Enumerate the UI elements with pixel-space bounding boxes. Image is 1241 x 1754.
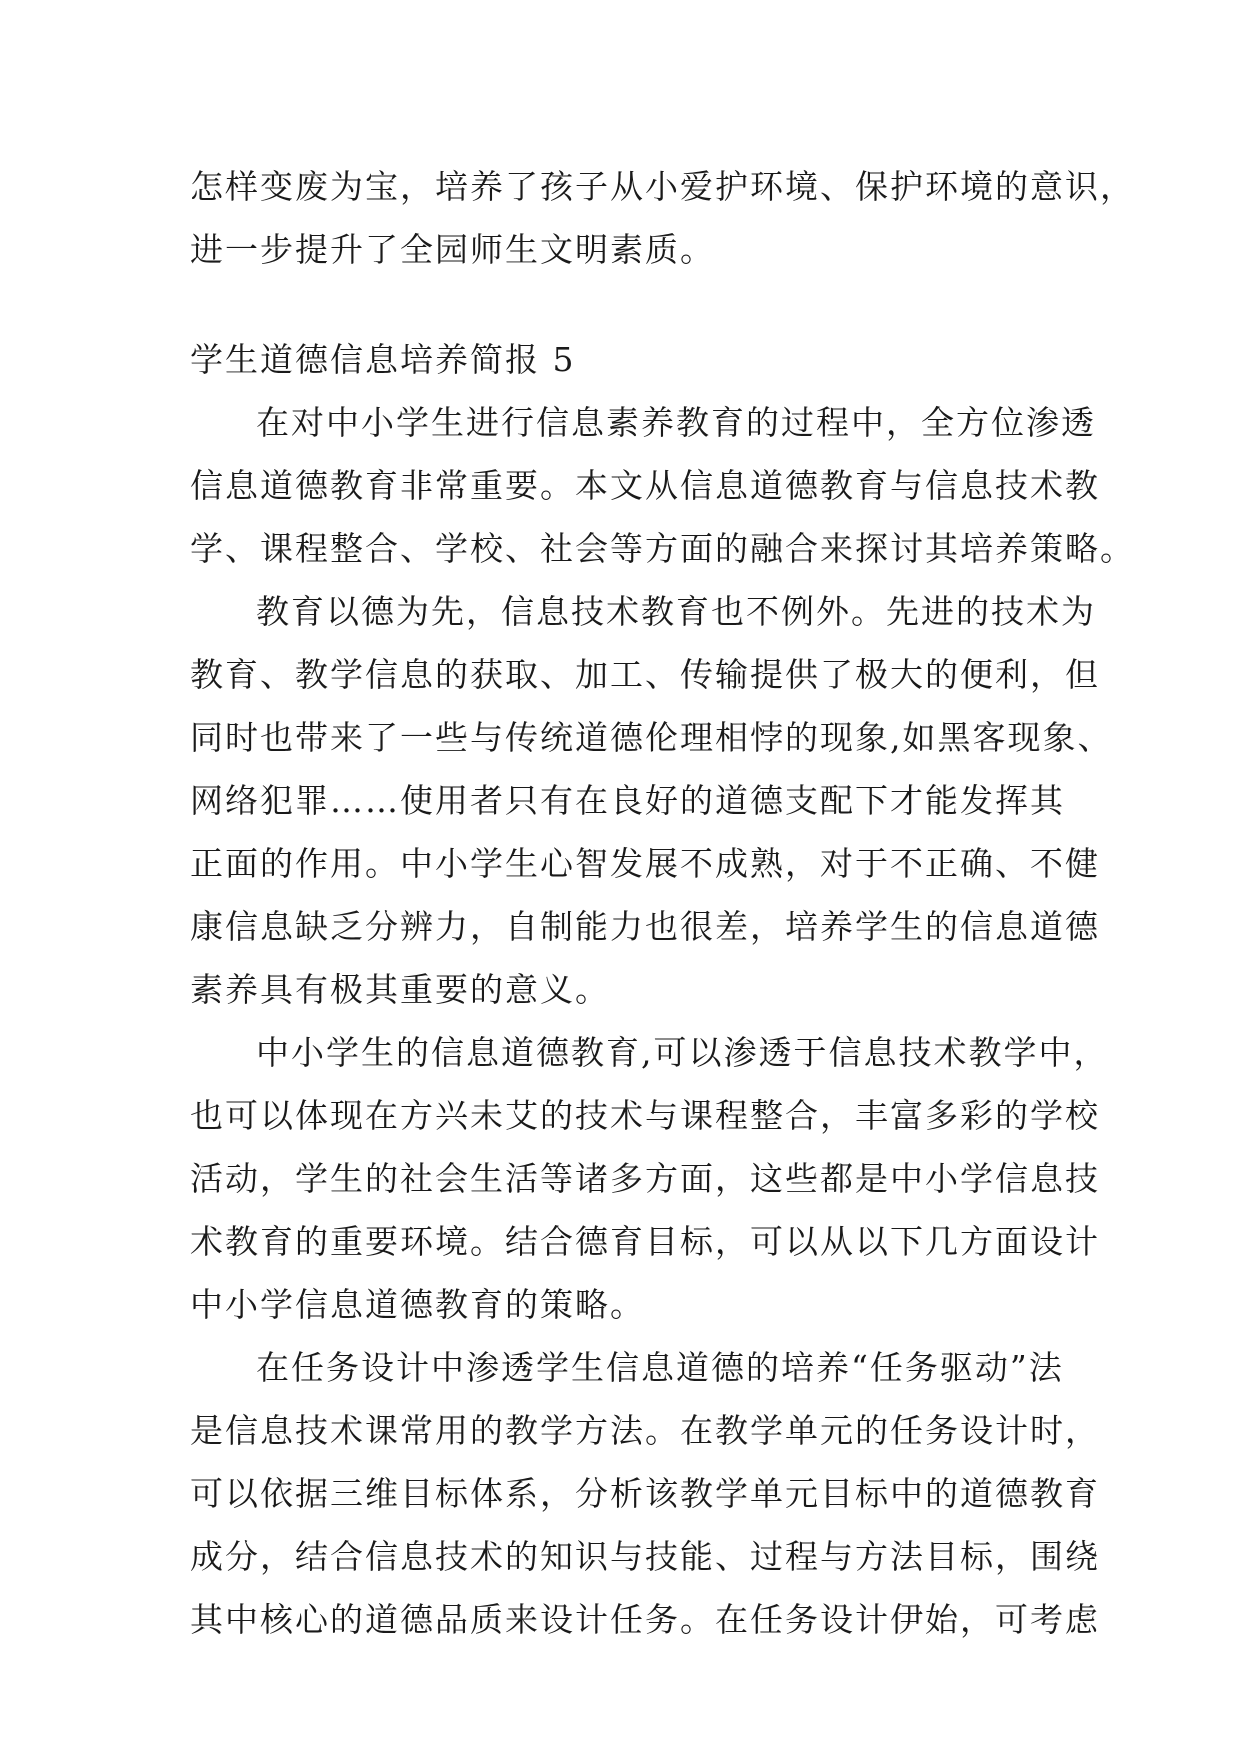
text-line: 在对中小学生进行信息素养教育的过程中，全方位渗透 — [256, 403, 1096, 442]
section-title: 学生道德信息培养简报 5 — [190, 340, 576, 379]
text-line: 进一步提升了全园师生文明素质。 — [190, 230, 715, 269]
text-line: 中小学信息道德教育的策略。 — [190, 1285, 645, 1324]
text-line: 是信息技术课常用的教学方法。在教学单元的任务设计时， — [190, 1411, 1100, 1450]
paragraph — [190, 1336, 1100, 1651]
text-line: 成分，结合信息技术的知识与技能、过程与方法目标，围绕 — [190, 1537, 1100, 1576]
text-line: 学、课程整合、学校、社会等方面的融合来探讨其培养策略。 — [190, 529, 1135, 568]
text-line: 也可以体现在方兴未艾的技术与课程整合，丰富多彩的学校 — [190, 1096, 1100, 1135]
text-line: 正面的作用。中小学生心智发展不成熟，对于不正确、不健 — [190, 844, 1100, 883]
text-line: 怎样变废为宝，培养了孩子从小爱护环境、保护环境的意识， — [190, 167, 1135, 206]
text-line: 在任务设计中渗透学生信息道德的培养“任务驱动”法 — [256, 1348, 1064, 1387]
text-line: 可以依据三维目标体系，分析该教学单元目标中的道德教育 — [190, 1474, 1100, 1513]
text-line: 同时也带来了一些与传统道德伦理相悖的现象,如黑客现象、 — [190, 718, 1113, 757]
text-line: 教育、教学信息的获取、加工、传输提供了极大的便利，但 — [190, 655, 1100, 694]
text-line: 中小学生的信息道德教育,可以渗透于信息技术教学中， — [256, 1033, 1109, 1072]
text-line: 其中核心的道德品质来设计任务。在任务设计伊始，可考虑 — [190, 1600, 1100, 1639]
text-line: 教育以德为先，信息技术教育也不例外。先进的技术为 — [256, 592, 1096, 631]
intro-paragraph — [190, 155, 1135, 281]
text-line: 活动，学生的社会生活等诸多方面，这些都是中小学信息技 — [190, 1159, 1100, 1198]
text-line: 网络犯罪……使用者只有在良好的道德支配下才能发挥其 — [190, 781, 1065, 820]
paragraph — [190, 580, 1113, 1021]
paragraph — [190, 1021, 1109, 1336]
text-line: 术教育的重要环境。结合德育目标，可以从以下几方面设计 — [190, 1222, 1100, 1261]
text-line: 素养具有极其重要的意义。 — [190, 970, 610, 1009]
text-line: 康信息缺乏分辨力，自制能力也很差，培养学生的信息道德 — [190, 907, 1100, 946]
paragraph — [190, 391, 1135, 580]
text-line: 信息道德教育非常重要。本文从信息道德教育与信息技术教 — [190, 466, 1100, 505]
article-body — [190, 328, 1135, 1651]
